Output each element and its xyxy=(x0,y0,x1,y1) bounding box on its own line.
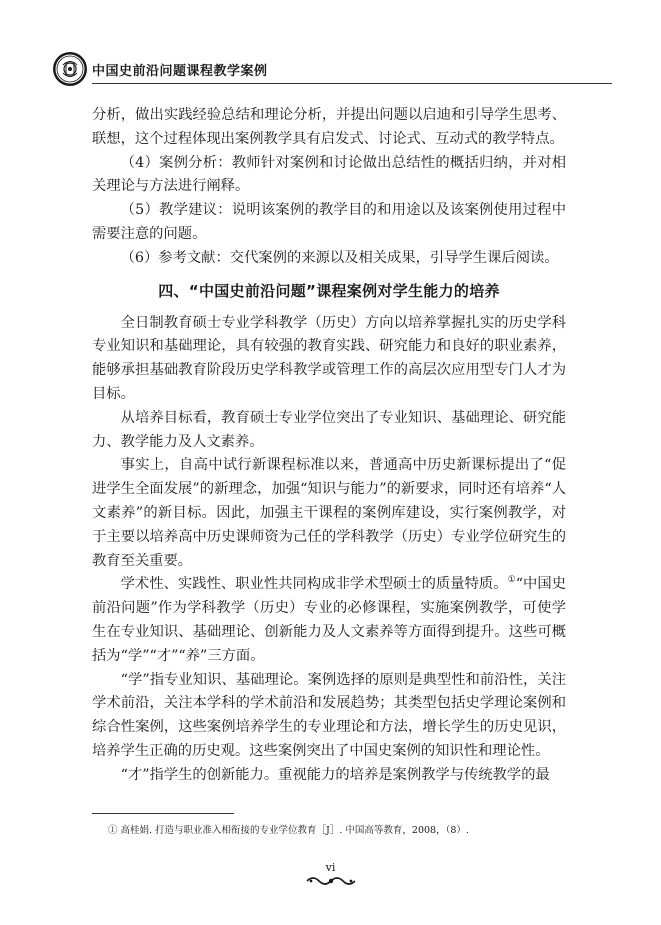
paragraph: 全日制教育硕士专业学科教学（历史）方向以培养掌握扎实的历史学科专业知识和基础理论，具有较强的教育实践、研究能力和良好的职业素养，能够承担基础教育阶段历史学科教学或管理工作的高层次应用型专门人才为目标。 xyxy=(92,314,566,402)
header-title: 中国史前沿问题课程教学案例 xyxy=(92,64,268,79)
body-text xyxy=(92,104,566,788)
paragraph: “学”指专业知识、基础理论。案例选择的原则是典型性和前沿性，关注学术前沿，关注本学科的学术前沿和发展趋势；其类型包括史学理论案例和综合性案例，这些案例培养学生的专业理论和方法，增长学生的历史见识，培养学生正确的历史观。这些案例突出了中国史案例的知识性和理论性。 xyxy=(92,671,566,759)
scroll-ornament-icon xyxy=(305,874,357,888)
section-heading: 四、“中国史前沿问题”课程案例对学生能力的培养 xyxy=(158,281,500,300)
paragraph: （4）案例分析：教师针对案例和讨论做出总结性的概括归纳，并对相关理论与方法进行阐释。 xyxy=(92,154,566,195)
paragraph: 从培养目标看，教育硕士专业学位突出了专业知识、基础理论、研究能力、教学能力及人文素养。 xyxy=(92,409,566,450)
page-number: vi xyxy=(325,861,336,874)
header-rule xyxy=(92,83,612,84)
paragraph: “才”指学生的创新能力。重视能力的培养是案例教学与传统教学的最 xyxy=(120,766,550,783)
footnote-rule xyxy=(92,813,234,814)
paragraph: （5）教学建议：说明该案例的教学目的和用途以及该案例使用过程中需要注意的问题。 xyxy=(92,202,566,242)
paragraph-text: 学术性、实践性、职业性共同构成非学术型硕士的质量特质。 xyxy=(120,576,508,593)
paragraph: 事实上，自高中试行新课程标准以来，普通高中历史新课标提出了“促进学生全面发展”的新理念，加强“知识与能力”的新要求，同时还有培养“人文素养”的新目标。因此，加强主干课程的案例库建设，实行案例教学，对于主要以培养高中历史课师资为己任的学科教学（历史）专业学位研究生的教育至关重要。 xyxy=(92,457,566,569)
seal-icon xyxy=(52,51,88,87)
footnote: ① 高桂娟. 打造与职业准入相衔接的专业学位教育［J］. 中国高等教育，2008，（8）. xyxy=(108,825,469,836)
footnote-reference[interactable]: ① xyxy=(507,575,516,586)
page-header xyxy=(52,51,612,87)
paragraph: （6）参考文献：交代案例的来源以及相关成果，引导学生课后阅读。 xyxy=(120,249,559,266)
paragraph xyxy=(92,573,566,668)
paragraph: 分析，做出实践经验总结和理论分析，并提出问题以启迪和引导学生思考、联想，这个过程体现出案例教学具有启发式、讨论式、互动式的教学特点。 xyxy=(92,107,566,147)
paragraph-text: “中国史前沿问题”作为学科教学（历史）专业的必修课程，实施案例教学，可使学生在专业知识、基础理论、创新能力及人文素养等方面得到提升。这些可概括为“学”“才”“养”三方面。 xyxy=(92,576,566,664)
